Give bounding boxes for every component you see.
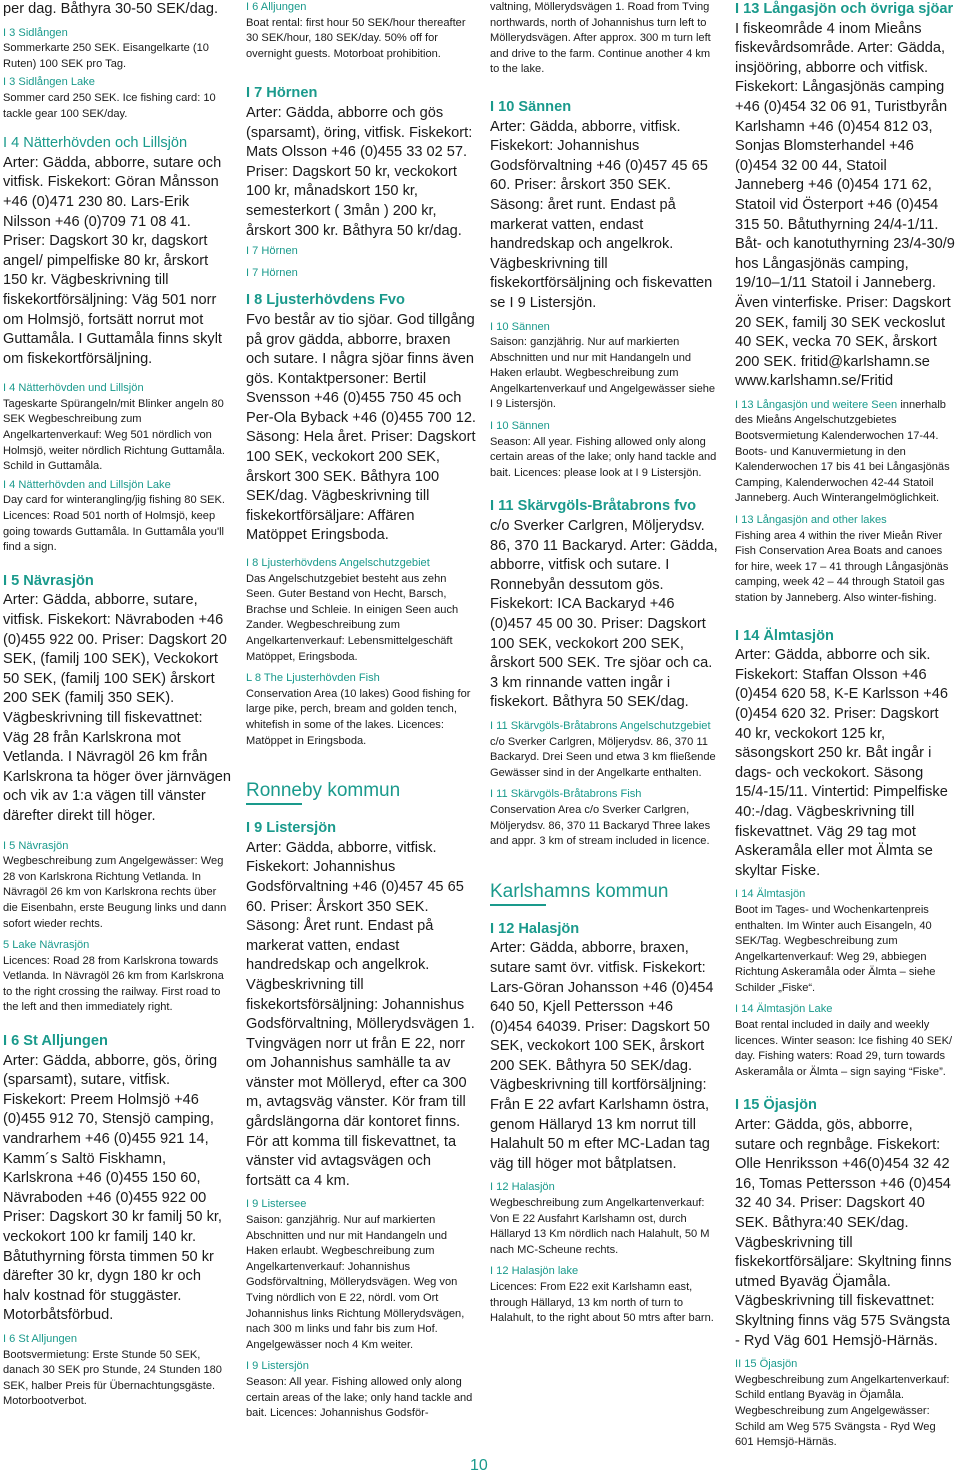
section-rule — [246, 803, 302, 805]
entry-text — [490, 939, 718, 1174]
text-block — [3, 839, 231, 933]
text-block — [3, 1332, 231, 1410]
entry-label: I 14 Älmtasjön Lake — [735, 1003, 833, 1016]
text-block — [246, 266, 476, 282]
entry-text — [490, 435, 718, 482]
entry-text — [3, 397, 231, 475]
entry-heading: I 13 Långasjön och övriga sjöar — [735, 1, 954, 17]
entry-label: I 6 Alljungen — [246, 1, 307, 13]
entry-label: I 4 Nätterhövden and Lillsjön Lake — [3, 478, 171, 491]
text-block — [246, 1359, 476, 1421]
entry-text — [490, 735, 718, 782]
entry-text — [735, 1116, 957, 1351]
text-block — [490, 1180, 718, 1258]
entry-body: Licences: From E22 exit Karlshamn east, through Hällaryd, 13 km north of turn to Halahult, to the right about 50 mtrs after barn. — [490, 1281, 714, 1325]
text-block — [735, 887, 957, 996]
text-block — [3, 1032, 231, 1326]
entry-label: 5 Lake Nävrasjön — [3, 939, 90, 952]
entry-body: Wegbeschreibung zum Angelkartenverkauf: Schild entlang Byaväg in Öjamåla. Wegbeschreibung zum Angelgewässer: Schild am Weg 575 Svängsta - Ryd Weg 601 Hemsjö-Härnäs. — [735, 1373, 950, 1449]
text-block — [490, 787, 718, 849]
text-block — [3, 26, 231, 73]
text-block — [3, 0, 231, 20]
entry-label: I 14 Älmtasjön — [735, 888, 806, 901]
entry-heading: I 9 Listersjön — [246, 820, 337, 837]
entry-body: Arter: Gädda, abborre, sutare, vitfisk. Fiskekort: Nävraboden +46 (0)455 922 00. Priser: Dagskort 20 SEK, (familj 100 SEK), Veckokort 50 SEK, (familj 100 SEK) årskort 200 SEK (familj 350 SEK). Vägbeskrivning till fiskevattnet: Väg 28 från Karlskrona mot Vetlanda. I Nävragöl 26 km från Karlskrona ta höger över järnvägen och vik av 1:a vägen till vänster därefter direkt till höger. — [3, 592, 231, 824]
entry-body: Fvo består av tio sjöar. God tillgång på grov gädda, abborre, braxen och sutare. I några sjöar finns även gös. Kontaktpersoner: Bertil Svensson +46 (0)455 750 45 och Per-Ola Byback +46 (0)455 700 12. Säsong: Hela året. Priser: Dagskort 100 SEK, veckokort 200 SEK, årskort 300 SEK. Båthyra 100 SEK/dag. Vägbeskrivning till fiskekortförsäljare: Affären Matöppet Eringsboda. — [246, 311, 476, 544]
section-heading: Ronneby kommun — [246, 780, 401, 802]
entry-label: I 13 Långasjön and other lakes — [735, 514, 887, 527]
entry-body: Licences: Road 28 from Karlskrona towards Vetlanda. In Nävragöl 26 km from Karlskrona to the right crossing the railway. First road to the left and then immediately right. — [3, 954, 224, 1014]
entry-text — [735, 1018, 957, 1080]
entry-text — [490, 118, 718, 314]
text-block — [246, 1197, 476, 1353]
text-block — [490, 920, 718, 1175]
entry-label: I 9 Listersee — [246, 1198, 307, 1211]
entry-label: I 3 Sidlången Lake — [3, 76, 95, 89]
text-block — [246, 0, 476, 62]
entry-text — [3, 91, 231, 122]
column-3 — [490, 0, 718, 1327]
entry-label: I 11 Skärvgöls-Bråtabrons Fish — [490, 788, 642, 801]
text-block — [735, 0, 957, 392]
entry-text — [246, 1213, 476, 1353]
text-block — [246, 556, 476, 665]
entry-body: c/o Sverker Carlgren, Möljerydsv. 86, 370 11 Backaryd. Arter: Gädda, abborre, vitfisk och sutare. I Ronnebyån dessutom gös. Fiskekort: ICA Backaryd +46 (0)457 45 00 30. Priser: Dagskort 100 SEK, veckokort 200 SEK, årskort 500 SEK. Tre sjöar och ca. 3 km rinnande vatten ingår i fiskekort. Båthyra 50 SEK/dag. — [490, 518, 718, 711]
text-block — [735, 513, 957, 607]
entry-label: I 7 Hörnen — [246, 245, 298, 258]
entry-heading: I 12 Halasjön — [490, 920, 580, 937]
text-block — [490, 98, 718, 314]
text-block — [3, 572, 231, 827]
entry-text — [246, 16, 476, 63]
text-block — [735, 627, 957, 882]
section-heading: Karlshamns kommun — [490, 880, 669, 902]
entry-body: Arter: Gädda, abborre, vitfisk. Fiskekort: Johannishus Godsförvaltning +46 (0)457 45 65 60. Priser: årskort 350 SEK. Säsong: året runt. Endast på markerat vatten, endast handredskap och angelkrok. Vägbeskrivning till fiskekortförsäljning och fiskevatten se I 9 Listersjön. — [490, 118, 713, 311]
entry-heading: I 7 Hörnen — [246, 85, 318, 102]
entry-text — [3, 591, 231, 826]
entry-text — [490, 1196, 718, 1258]
entry-body: Day card for winterangling/jig fishing 80 SEK. Licences: Road 501 north of Holmsjö, keep going towards Guttamåla. In Guttamåla you'll find a sign. — [3, 494, 225, 554]
entry-text — [490, 0, 718, 78]
entry-label: I 12 Halasjön lake — [490, 1265, 579, 1278]
entry-heading: I 15 Öjasjön — [735, 1097, 817, 1114]
entry-heading: I 10 Sännen — [490, 98, 572, 115]
entry-body: Arter: Gädda, abborre, braxen, sutare samt övr. vitfisk. Fiskekort: Lars-Göran Johansson +46 (0)454 640 50, Kjell Pettersson +46 (0)454 64039. Priser: Dagskort 50 SEK, veckokort 100 SEK, årskort 200 SEK. Båthyra 50 SEK/dag. Vägbeskrivning till kortförsäljning: Från E 22 avfart Karlshamn östra, genom Hällaryd 13 km norrut till Halahult 50 m efter MC-Ladan tag väg till höger mot båtplatsen. — [490, 940, 714, 1172]
text-block — [3, 478, 231, 556]
entry-body: Arter: Gädda, abborre, vitfisk. Fiskekort: Johannishus Godsförvaltning +46 (0)457 45 65 60. Priser: Årskort 350 SEK. Säsong: Året runt. Endast på markerat vatten, endast handredskap och angelkrok. Vägbeskrivning till fiskekortsförsäljning: Johannishus Godsförvaltning, Möllerydsvägen 1. Tvingvägen norr ut från E 22, norr om Johannishus samhälle ta av vänster mot Mölleryd, efter ca 300 m, avtagsväg vänster. Kör fram till gårdslängorna där kontoret finns. För att komma till fiskevattnet, ta vänster vid avtagsvägen och fortsätt ca 4 km. — [246, 839, 475, 1189]
entry-body: Conservation Area c/o Sverker Carlgren, Möljerydsv. 86, 370 11 Backaryd Three lakes and appr. 3 km of stream included in licence. — [490, 803, 711, 848]
text-block — [3, 938, 231, 1016]
entry-body: Sommerkarte 250 SEK. Eisangelkarte (10 Ruten) 100 SEK pro Tag. — [3, 42, 209, 70]
entry-body: Saison: ganzjährig. Nur auf markierten Abschnitten und nur mit Handangeln und Haken erlaubt. Wegbeschreibung zum Angelkartenverkauf und Angelgewässer siehe I 9 Listersjön. — [490, 336, 716, 411]
entry-label: I 5 Nävrasjön — [3, 839, 69, 852]
entry-label: I 10 Sännen — [490, 320, 550, 333]
entry-label: I 12 Halasjön — [490, 1181, 555, 1194]
entry-text — [735, 398, 957, 507]
entry-text — [735, 529, 957, 607]
text-block — [246, 671, 476, 749]
page-number: 10 — [470, 1457, 488, 1474]
entry-body: Sommer card 250 SEK. Ice fishing card: 10 tackle gear 100 SEK/day. — [3, 91, 216, 120]
entry-heading: I 8 Ljusterhövdens Fvo — [246, 292, 405, 309]
entry-label: I 11 Skärvgöls-Bråtabrons Angelschutzgebiet — [490, 719, 711, 732]
text-block — [735, 1096, 957, 1351]
entry-body: Boat rental: first hour 50 SEK/hour thereafter 30 SEK/hour, 180 SEK/day. 50% off for overnight guests. Motorboat prohibition. — [246, 16, 466, 60]
text-block — [735, 398, 957, 507]
entry-body: c/o Sverker Carlgren, Möljerydsv. 86, 370 11 Backaryd. Drei Seen und etwa 3 km fließende Gewässer sind in der Angelkarte enthalten. — [490, 735, 716, 779]
column-2 — [246, 0, 476, 1422]
section-rule — [490, 904, 546, 906]
text-block — [246, 819, 476, 1191]
entry-text — [246, 687, 476, 749]
entry-label: I 13 Långasjön und weitere Seen — [735, 398, 898, 411]
entry-text — [735, 1373, 957, 1451]
entry-body: Das Angelschutzgebiet besteht aus zehn Seen. Guter Bestand von Hecht, Barsch, Brachse und Schleie. In einigen Seen auch Zander. Wegbeschreibung zum Angelkartenverkauf: Lebensmittelgeschäft Matöppet, Eringsboda. — [246, 572, 459, 663]
text-block — [490, 320, 718, 414]
entry-body: Boat rental included in daily and weekly licences. Winter season: Ice fishing 40 SEK/ day. Fishing waters: Road 29, turn towards Askeramåla or Älmta – sign saying “Fiske”. — [735, 1019, 953, 1078]
entry-label: I 9 Listersjön — [246, 1360, 309, 1373]
entry-label: II 15 Öjasjön — [735, 1358, 798, 1371]
entry-body: Boot im Tages- und Wochenkartenpreis enthalten. Im Winter auch Eisangeln, 40 SEK/Tag. Wegbeschreibung zum Angelkartenverkauf: Weg 29, abbiegen Richtung Askeramåla oder Älmta – siehe Schilder „Fiske“. — [735, 903, 936, 994]
entry-text — [735, 903, 957, 997]
text-block — [246, 244, 476, 260]
entry-body: valtning, Möllerydsvägen 1. Road from Tving northwards, north of Johannishus turn left to Möllerydsvägen. After approx. 300 m turn left and drive to the farm. Continue another 4 km to the lake. — [490, 1, 711, 76]
entry-text — [246, 311, 476, 546]
text-block — [3, 75, 231, 122]
text-block — [246, 291, 476, 546]
entry-heading: I 14 Älmtasjön — [735, 627, 834, 644]
entry-text — [3, 954, 231, 1016]
entry-body: Fishing area 4 within the river Mieån River Fish Conservation Area Boats and canoes for hire, week 17 – 41 through Långasjönäs camping, week 42 – 44 through Statoil gas station by Janneberg. Also winter-fishing. — [735, 529, 949, 604]
entry-body: Arter: Gädda, gös, abborre, sutare och regnbåge. Fiskekort: Olle Henriksson +46(0)454 32 42 16, Tomas Pettersson +46 (0)454 32 40 34. Priser: Dagskort 40 SEK. Båthyra:40 SEK/dag. Vägbeskrivning till fiskekortförsäljare: Skyltning finns utmed Byaväg Öjamåla. Vägbeskrivning till fiskevattnet: Skyltning finns väg 575 Svängsta - Ryd Väg 601 Hemsjö-Härnäs. — [735, 1117, 952, 1349]
text-block — [490, 497, 718, 713]
entry-text — [3, 41, 231, 72]
entry-text — [246, 1375, 476, 1422]
entry-body: I fiskeområde 4 inom Mieåns fiskevårdsområde. Arter: Gädda, insjööring, abborre och vitfisk. Fiskekort: Långasjönäs camping +46 (0)454 32 06 91, Turistbyrån Karlshamn +46 (0)454 812 03, Sonjas Blomsterhandel +46 (0)454 32 00 44, Statoil Janneberg +46 (0)454 171 62, Statoil vid Österport +46 (0)454 315 50. Båtuthyrning 24/4-1/11. Båt- och kanotuthyrning 23/4-30/9 hos Långasjönäs camping, 19/10–1/11 Statoil i Janneberg. Även vinterfiske. Priser: Dagskort 20 SEK, familj 30 SEK veckoslut 40 SEK, vecka 70 SEK, årskort 200 SEK. fritid@karlshamn.se www.karlshamn.se/Fritid — [735, 20, 955, 390]
entry-text — [246, 572, 476, 666]
column-4 — [735, 0, 957, 1451]
entry-label: I 7 Hörnen — [246, 266, 298, 279]
entry-body: Arter: Gädda, abborre, sutare och vitfisk. Fiskekort: Göran Månsson +46 (0)471 230 80. Lars-Erik Nilsson +46 (0)709 71 08 41. Priser: Dagskort 30 kr, dagskort angel/ pimpelfiske 80 kr, årskort 150 kr. Vägbeskrivning till fiskekortförsäljning: Väg 501 norr om Holmsjö, fortsätt norrut mot Guttamåla. I Guttamåla finns skylt om fiskekortförsäljning. — [3, 154, 222, 367]
entry-label: I 10 Sännen — [490, 420, 550, 433]
entry-text — [3, 1052, 231, 1326]
entry-label: I 6 St Alljungen — [3, 1332, 78, 1345]
entry-heading: I 5 Nävrasjön — [3, 572, 94, 589]
entry-body: Arter: Gädda, abborre och gös (sparsamt), öring, vitfisk. Fiskekort: Mats Olsson +46 (0)455 33 02 57. Priser: Dagskort 50 kr, veckokort 100 kr, månadskort 150 kr, semesterkort ( 3mån ) 200 kr, årskort 300 kr. Båthyra 50 kr/dag. — [246, 104, 473, 239]
entry-body: Bootsvermietung: Erste Stunde 50 SEK, danach 30 SEK pro Stunde, 24 Stunden 180 SEK, halber Preis für Übernachtungsgäste. Motorbootverbot. — [3, 1348, 222, 1408]
text-block — [246, 84, 476, 241]
entry-text — [246, 839, 476, 1192]
column-1 — [3, 0, 231, 1410]
entry-body: Saison: ganzjährig. Nur auf markierten Abschnitten und nur mit Handangeln und Haken erlaubt. Wegbeschreibung zum Angelkartenverkauf: Johannishus Godsförvaltning, Möllerydsvägen. Weg von Tving nördlich von E 22, nördl. vom Ort Johannishus links Richtung Möllerydsvägen, nach 300 m links und fahr bis zum Hof. Angelgewässer noch 4 Km weiter. — [246, 1214, 465, 1351]
text-block — [490, 719, 718, 781]
entry-body: Arter: Gädda, abborre och sik. Fiskekort: Staffan Olsson +46 (0)454 620 58, K-E Karlsson +46 (0)454 620 32. Priser: Dagskort 40 kr, veckokort 125 kr, säsongskort 250 kr. Båt ingår i dags- och veckokort. Säsong 15/4-15/11. Vintertid: Pimpelfiske 40:-/dag. Vägbeskrivning till fiskevattnet. Väg 29 tag mot Askeramåla eller mot Älmta se skyltar Fiske. — [735, 647, 948, 879]
entry-text — [3, 493, 231, 555]
entry-text — [490, 1280, 718, 1327]
entry-text — [735, 646, 957, 881]
entry-body: Wegbeschreibung zum Angelkartenverkauf: Von E 22 Ausfahrt Karlshamn ost, durch Hällaryd 13 Km nördlich nach Halahult, 50 M nach MC-Scheune rechts. — [490, 1197, 710, 1256]
text-block — [490, 1264, 718, 1326]
entry-heading: I 6 St Alljungen — [3, 1033, 108, 1050]
entry-text — [490, 335, 718, 413]
entry-body: Tageskarte Spürangeln/mit Blinker angeln 80 SEK Wegbeschreibung zum Angelkartenverkauf: Weg 501 nördlich von Holmsjö, weiter nördlich Richtung Guttamåla. Schild in Guttamåla. — [3, 397, 225, 473]
entry-label: I 4 Nätterhövden och Lillsjön — [3, 135, 188, 152]
entry-text — [246, 104, 476, 241]
entry-body: Conservation Area (10 lakes) Good fishing for large pike, perch, bream and golden tench, whitefish in some of the lakes. Licences: Matöppet in Eringsboda. — [246, 687, 471, 747]
entry-label: I 8 Ljusterhövdens Angelschutzgebiet — [246, 557, 430, 570]
entry-label: L 8 The Ljusterhövden Fish — [246, 672, 380, 685]
entry-text — [735, 20, 957, 392]
entry-body: Wegbeschreibung zum Angelgewässer: Weg 28 von Karlskrona Richtung Vetlanda. In Nävragöl 26 km von Karlskrona rechts über die Eisenbahn, erste Beugung links und dann sofort wieder rechts. — [3, 855, 227, 930]
text-block — [3, 134, 231, 369]
entry-text — [3, 154, 231, 370]
entry-text — [3, 1348, 231, 1410]
entry-body: Season: All year. Fishing allowed only along certain areas of the lake; only hand tackle and bait. Licences: Johannishus Godsför- — [246, 1375, 473, 1420]
entry-body: per dag. Båthyra 30-50 SEK/dag. — [3, 1, 218, 17]
text-block — [490, 0, 718, 78]
entry-text — [490, 803, 718, 850]
entry-label: I 3 Sidlången — [3, 26, 68, 39]
text-block — [490, 419, 718, 481]
text-block — [735, 1357, 957, 1451]
entry-body: innerhalb des Mieåns Angelschutzgebietes Bootsvermietung Kalenderwochen 17-44. Boots- und Kanuvermietung in den Kalenderwochen 17 bis 41 bei Långasjönäs Camping, Kalenderwochen 42-44 Statoil Janneberg. Auch Winterangelmöglichkeit. — [735, 398, 950, 505]
entry-heading: I 11 Skärvgöls-Bråtabrons fvo — [490, 498, 697, 515]
entry-text — [490, 517, 718, 713]
entry-text — [3, 0, 231, 20]
text-block — [3, 381, 231, 475]
entry-label: I 4 Nätterhövden und Lillsjön — [3, 382, 144, 395]
entry-body: Season: All year. Fishing allowed only along certain areas of the lake; only hand tackle and bait. Licences: please look at I 9 Listersjön. — [490, 435, 717, 479]
entry-text — [3, 854, 231, 932]
text-block — [735, 1002, 957, 1080]
entry-body: Arter: Gädda, abborre, gös, öring (sparsamt), sutare, vitfisk. Fiskekort: Preem Holmsjö +46 (0)455 912 70, Stensjö camping, vandrarhem +46 (0)455 921 14, Kamm´s Saltö Fiskhamn, Karlskrona +46 (0)455 150 60, Nävraboden +46 (0)455 922 00 Priser: Dagskort 30 kr familj 50 kr, veckokort 100 kr familj 140 kr. Båtuthyrning första timmen 50 kr därefter 30 kr, dygn 180 kr och halv kostnad för stuggäster. Motorbåtsförbud. — [3, 1052, 222, 1324]
